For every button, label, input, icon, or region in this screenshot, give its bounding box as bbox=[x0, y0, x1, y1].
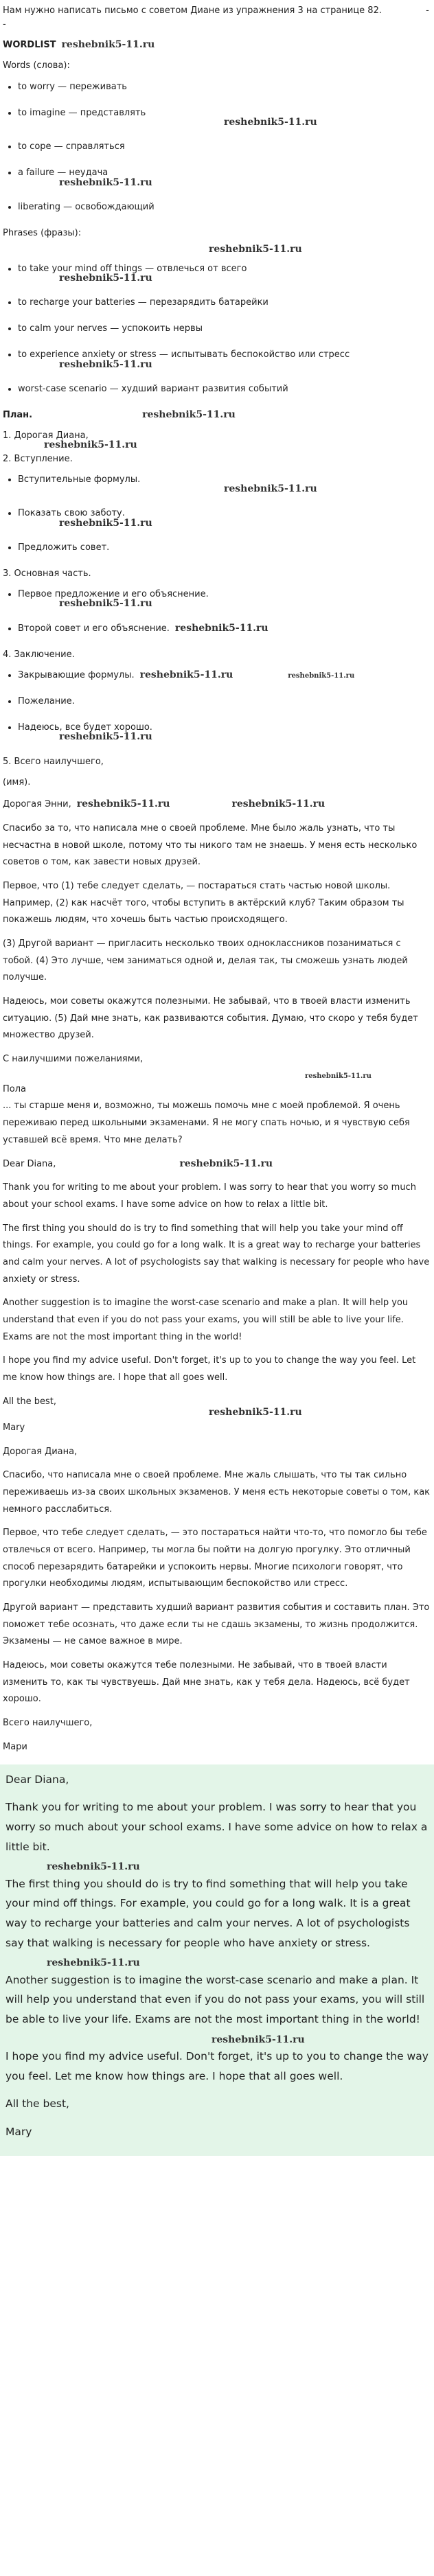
watermark: reshebnik5-11.ru bbox=[209, 1407, 302, 1418]
watermark: reshebnik5-11.ru bbox=[209, 244, 302, 255]
phrases-list bbox=[3, 262, 431, 396]
watermark: reshebnik5-11.ru bbox=[59, 598, 152, 610]
plan-step: 1. Дорогая Диана, bbox=[3, 430, 89, 441]
watermark: reshebnik5-11.ru bbox=[224, 483, 317, 495]
list-item: • Закрывающие формулы. reshebnik5-11.ru reshebnik5-11.ru bbox=[18, 669, 431, 682]
list-item: • to worry — переживать bbox=[18, 80, 431, 94]
letter-paragraph: Thank you for writing to me about your problem. I was sorry to hear that you worry so much about your school exams. I have some advice on how to relax a little bit. bbox=[5, 1801, 428, 1853]
letter-paragraph: Another suggestion is to imagine the worst-case scenario and make a plan. It will help you understand that even if you do not pass your exams, you will still be able to live your life. Exams are not the most important thing in the world! bbox=[3, 1298, 409, 1342]
letter-greeting: Дорогая Диана, bbox=[3, 1446, 78, 1457]
plan-step: (имя). bbox=[3, 777, 31, 787]
list-item: • Надеюсь, все будет хорошо. reshebnik5-11.ru bbox=[18, 721, 431, 743]
example-letter bbox=[3, 796, 431, 1098]
watermark: reshebnik5-11.ru bbox=[47, 1957, 140, 1969]
watermark: reshebnik5-11.ru bbox=[212, 2034, 305, 2045]
words-list bbox=[3, 80, 431, 214]
list-item: • to calm your nerves — успокоить нервы bbox=[18, 322, 431, 336]
plan-step: 4. Заключение. bbox=[3, 649, 75, 660]
letter-paragraph: Надеюсь, мои советы окажутся тебе полезными. Не забывай, что в твоей власти изменить то, как ты чувствуешь. Дай мне знать, как у тебя дела. Надеюсь, всё будет хорошо. bbox=[3, 1660, 410, 1705]
list-item: • to experience anxiety or stress — испытывать беспокойство или стресс reshebnik5-11.ru bbox=[18, 348, 431, 370]
wordlist-title: WORDLIST reshebnik5-11.ru bbox=[3, 39, 155, 51]
letter-paragraph: Thank you for writing to me about your problem. I was sorry to hear that you worry so much about your school exams. I have some advice on how to relax a little bit. bbox=[3, 1182, 416, 1210]
letter-signature: Mary bbox=[3, 1422, 25, 1433]
letter-paragraph: Спасибо за то, что написала мне о своей проблеме. Мне было жаль узнать, что ты несчастна в новой школе, потому что ты никого там не знаешь. У меня есть несколько советов о том, как завести новых друзей. bbox=[3, 823, 418, 868]
watermark: reshebnik5-11.ru bbox=[47, 1861, 140, 1873]
list-item: • to imagine — представлять reshebnik5-11.ru bbox=[18, 106, 431, 128]
letter-closing: All the best, bbox=[5, 2097, 69, 2111]
watermark: reshebnik5-11.ru bbox=[142, 409, 236, 421]
list-item: • to take your mind off things — отвлечься от всего reshebnik5-11.ru bbox=[18, 262, 431, 284]
watermark: reshebnik5-11.ru bbox=[174, 622, 269, 634]
letter-russian bbox=[3, 1444, 431, 1756]
watermark: reshebnik5-11.ru bbox=[59, 731, 152, 743]
watermark: reshebnik5-11.ru bbox=[59, 176, 152, 188]
plan-step: 5. Всего наилучшего, bbox=[3, 756, 104, 767]
letter-greeting: Dear Diana, bbox=[5, 1773, 69, 1786]
letter-closing: Всего наилучшего, bbox=[3, 1718, 93, 1729]
list-item: • Первое предложение и его объяснение. reshebnik5-11.ru bbox=[18, 588, 431, 610]
list-item: • worst-case scenario — худший вариант развития событий bbox=[18, 382, 431, 396]
watermark: reshebnik5-11.ru bbox=[231, 798, 326, 810]
letter-paragraph: The first thing you should do is try to find something that will help you take your mind off things. For example, you could go for a long walk. It is a great way to recharge your batteries and calm your nerves. A lot of psychologists say that walking is necessary for people who have anxiety or stress. bbox=[3, 1223, 430, 1285]
letter-paragraph: I hope you find my advice useful. Don't forget, it's up to you to change the way you feel. Let me know how things are. I hope that all goes well. bbox=[5, 2050, 429, 2082]
letter-signature: Пола bbox=[3, 1083, 27, 1094]
letter-signature: Mary bbox=[5, 2126, 32, 2139]
letter-paragraph: Надеюсь, мои советы окажутся полезными. Не забывай, что в твоей власти изменить ситуацию. (5) Дай мне знать, как развиваются события. Думаю, что скоро у тебя будет множество друзей. bbox=[3, 996, 418, 1041]
diana-problem: ... ты старше меня и, возможно, ты можешь помочь мне с моей проблемой. Я очень переживаю перед школьными экзаменами. Я не могу спать ночью, и я чувствую себя уставшей всё время. Что мне делать? bbox=[3, 1101, 410, 1145]
watermark: reshebnik5-11.ru bbox=[224, 116, 317, 128]
plan-title: План. reshebnik5-11.ru bbox=[3, 409, 236, 421]
letter-paragraph: Другой вариант — представить худший вариант развития события и составить план. Это поможет тебе осознать, что даже если ты не сдашь экзамены, то жизнь продолжится. Экзамены — не самое важное в мире. bbox=[3, 1602, 430, 1647]
watermark: reshebnik5-11.ru bbox=[139, 669, 233, 681]
letter-paragraph: I hope you find my advice useful. Don't forget, it's up to you to change the way you feel. Let me know how things are. I hope that all goes well. bbox=[3, 1355, 416, 1383]
list-item: • liberating — освобождающий bbox=[18, 200, 431, 214]
watermark: reshebnik5-11.ru bbox=[305, 1072, 372, 1080]
watermark: reshebnik5-11.ru bbox=[61, 39, 155, 51]
plan-list bbox=[3, 669, 431, 743]
letter-greeting: Дорогая Энни, reshebnik5-11.ru reshebnik5-11.ru bbox=[3, 798, 326, 810]
list-item: • a failure — неудача reshebnik5-11.ru bbox=[18, 166, 431, 188]
letter-paragraph: Another suggestion is to imagine the worst-case scenario and make a plan. It will help you understand that even if you do not pass your exams, you will still be able to live your life. Exams are not the most important thing in the world! bbox=[5, 1973, 425, 2026]
watermark: reshebnik5-11.ru bbox=[179, 1158, 273, 1169]
plan-list bbox=[3, 473, 431, 555]
letter-paragraph: Спасибо, что написала мне о своей проблеме. Мне жаль слышать, что ты так сильно переживаешь из-за своих школьных экзаменов. У меня есть некоторые советы о том, как немного расслабиться. bbox=[3, 1470, 431, 1515]
plan-step: 3. Основная часть. bbox=[3, 568, 91, 579]
letter-paragraph: Первое, что тебе следует сделать, — это постараться найти что-то, что помогло бы тебе отвлечься от всего. Например, ты могла бы пойти на долгую прогулку. Это отличный способ перезарядить батарейки и успокоить нервы. Многие психологи говорят, что прогулки необходимы людям, испытывающим беспокойство или стресс. bbox=[3, 1528, 427, 1589]
answer-block bbox=[0, 1764, 434, 2156]
letter-closing: All the best, bbox=[3, 1396, 56, 1407]
watermark: reshebnik5-11.ru bbox=[59, 517, 152, 529]
list-item: • to cope — справляться bbox=[18, 140, 431, 154]
list-item: • Второй совет и его объяснение. reshebnik5-11.ru bbox=[18, 622, 431, 636]
phrases-title: Phrases (фразы): bbox=[3, 228, 82, 239]
letter-paragraph: Первое, что (1) тебе следует сделать, — постараться стать частью новой школы. Например, (2) как насчёт того, чтобы вступить в актёрский клуб? Таким образом ты покажешь людям, что хочешь быть частью происходящего. bbox=[3, 880, 404, 925]
watermark: reshebnik5-11.ru bbox=[44, 439, 137, 451]
plan-list bbox=[3, 588, 431, 636]
letter-greeting: Dear Diana, reshebnik5-11.ru bbox=[3, 1158, 273, 1169]
letter-paragraph: The first thing you should do is try to find something that will help you take your mind off things. For example, you could go for a long walk. It is a great way to recharge your batteries and calm your nerves. A lot of psychologists say that walking is necessary for people who have anxiety or stress. bbox=[5, 1877, 411, 1949]
list-item: • to recharge your batteries — перезарядить батарейки bbox=[18, 296, 431, 310]
list-item: • Вступительные формулы. reshebnik5-11.ru bbox=[18, 473, 431, 495]
watermark: reshebnik5-11.ru bbox=[59, 358, 152, 370]
watermark: reshebnik5-11.ru bbox=[288, 672, 355, 680]
list-item: • Показать свою заботу. reshebnik5-11.ru bbox=[18, 507, 431, 529]
letter-closing: С наилучшими пожеланиями, bbox=[3, 1054, 144, 1065]
words-title: Words (слова): bbox=[3, 60, 70, 71]
list-item: • Пожелание. bbox=[18, 695, 431, 709]
letter-english bbox=[3, 1156, 431, 1437]
watermark: reshebnik5-11.ru bbox=[76, 798, 170, 810]
watermark: reshebnik5-11.ru bbox=[59, 272, 152, 284]
letter-signature: Мари bbox=[3, 1741, 27, 1752]
task-text: Нам нужно написать письмо с советом Диане из упражнения 3 на странице 82. -- bbox=[3, 5, 429, 30]
list-item: • Предложить совет. bbox=[18, 541, 431, 555]
letter-paragraph: (3) Другой вариант — пригласить несколько твоих одноклассников позаниматься с тобой. (4) Это лучше, чем заниматься одной и, делая так, ты сможешь узнать людей получше. bbox=[3, 938, 408, 983]
plan-step: 2. Вступление. bbox=[3, 453, 73, 464]
